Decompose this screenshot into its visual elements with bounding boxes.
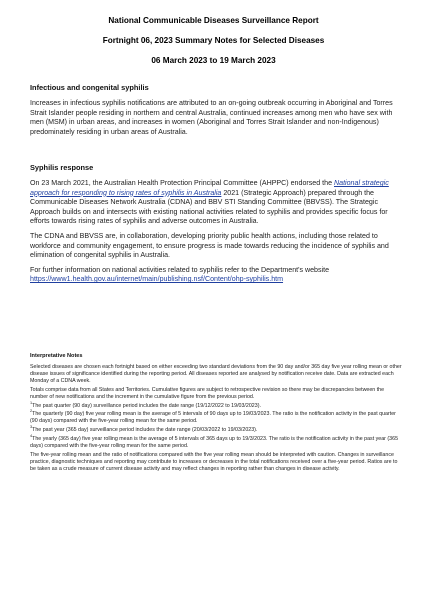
section-body-syphilis: Increases in infectious syphilis notifications are attributed to an on-going outbreak occurring in Aboriginal and Torres Strait Islander people residing in northern and central Australia, continued increases among men who have sex with men (MSM) in urban areas, and increases in women (Aboriginal and Torres Strait Islander and non-Indigenous) predominately residing in urban areas of Australia. (30, 99, 393, 136)
note-yearly-mean-text: The yearly (365 day) five year rolling mean is the average of 5 intervals of 365 days up to 19/3/2023. The ratio is the notification activity in the past year (365 days) compared with the five-year rolling mean for the same period. (30, 436, 399, 450)
response-paragraph-3 (30, 266, 402, 285)
note-yearly-mean (30, 436, 402, 450)
section-syphilis-response (30, 163, 402, 285)
interpretative-notes (30, 352, 402, 473)
report-title: National Communicable Diseases Surveillance Report (108, 16, 319, 25)
response-p1-before: On 23 March 2021, the Australian Health Protection Principal Committee (AHPPC) endorsed the (30, 179, 334, 187)
section-syphilis (30, 83, 402, 137)
footnote-marker: 1 (30, 400, 33, 405)
report-subtitle: Fortnight 06, 2023 Summary Notes for Selected Diseases (102, 36, 325, 45)
response-p1-after: 2021 (Strategic Approach) prepared through the Communicable Diseases Network Australia (CDNA) and BBV STI Standing Committee (BBVSS). The Strategic Approach builds on and intersects with existing national activities related to syphilis and provides specific focus for efforts towards rising rates of syphilis and adverse outcomes in Australia. (30, 188, 388, 226)
section-heading-response: Syphilis response (30, 163, 94, 172)
note-past-quarter-text: The past quarter (90 day) surveillance period includes the date range (19/12/2022 to 19/03/2023). (32, 402, 261, 409)
note-past-quarter (30, 400, 402, 410)
note-totals: Totals comprise data from all States and Territories. Cumulative figures are subject to retrospective revision so there may be discrepancies between the number of new notifications and the increment in the cumulative figure from the previous period. (30, 386, 385, 400)
footnote-marker: 4 (30, 434, 33, 439)
note-caution: The five-year rolling mean and the ratio of notifications compared with the five year rolling mean should be interpreted with caution. Changes in surveillance practice, diagnostic techniques and reporting may contribute to increases or decreases in the total notifications received over a five-year period. Ratios are to be taken as a crude measure of current disease activity and may reflect changes in reporting rather than changes in disease activity. (30, 451, 398, 472)
note-quarterly-mean-text: The quarterly (90 day) five year rolling mean is the average of 5 intervals of 90 days up to 19/03/2023. The ratio is the notification activity in the past quarter (90 days) compared with the five-year rolling mean for the same period. (30, 411, 396, 425)
response-p3-text: For further information on national activities related to syphilis refer to the Department's website (30, 265, 330, 274)
notes-heading: Interpretative Notes (30, 353, 83, 359)
strategic-approach-link[interactable]: National strategic approach for responding to rising rates of syphilis in Australia (30, 179, 389, 197)
footnote-marker: 2 (30, 409, 33, 414)
note-past-year (30, 427, 402, 434)
response-paragraph-1 (30, 179, 402, 227)
footnote-marker: 3 (30, 425, 33, 430)
note-selection: Selected diseases are chosen each fortnight based on either exceeding two standard deviations from the 90 day and/or 365 day five year rolling mean or other disease issues of significance identified during the reporting period. All diseases reported are analysed by notification receive date. Data are extracted each Monday of a CDNA week. (30, 364, 402, 384)
section-heading-syphilis: Infectious and congenital syphilis (30, 83, 149, 92)
report-date-range: 06 March 2023 to 19 March 2023 (151, 56, 276, 65)
note-quarterly-mean (30, 411, 402, 425)
response-paragraph-2: The CDNA and BBVSS are, in collaboration, developing priority public health actions, including those related to workforce and community engagement, to ensure progress is made towards reducing the incidence of syphilis and elimination of congenital syphilis in Australia. (30, 231, 389, 260)
department-syphilis-link[interactable]: https://www1.health.gov.au/internet/main/publishing.nsf/Content/ohp-syphilis.htm (30, 275, 284, 284)
note-past-year-text: The past year (365 day) surveillance period includes the date range (20/03/2022 to 19/03/2023). (32, 427, 258, 434)
